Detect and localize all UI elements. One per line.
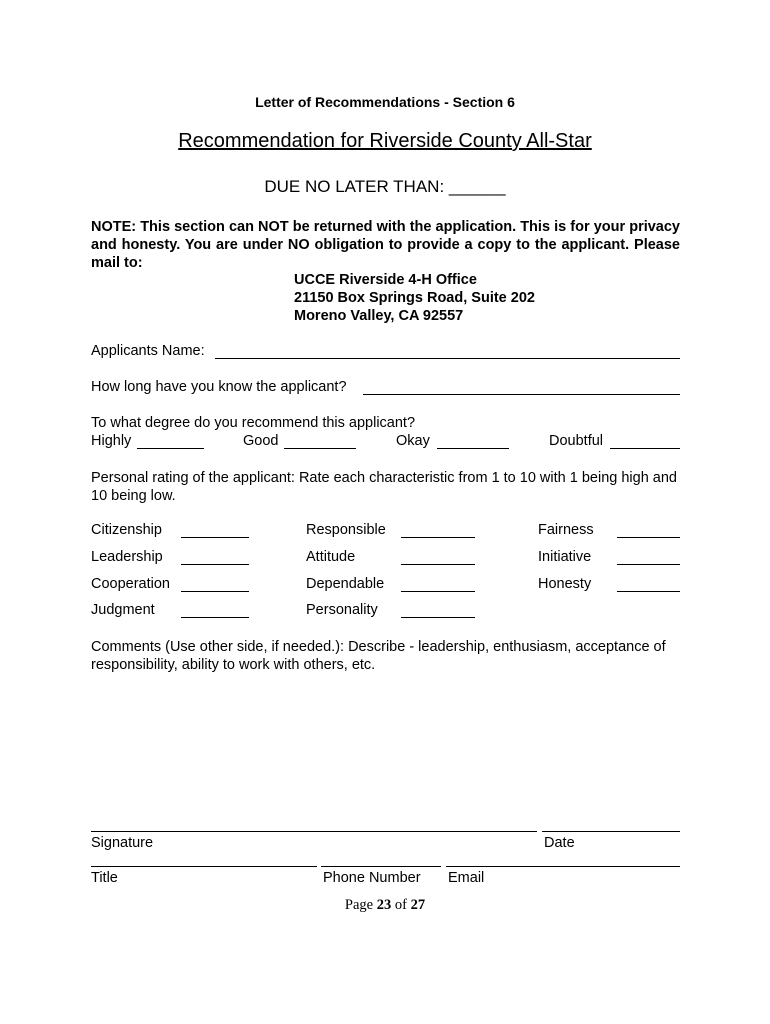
rating-judgment-field[interactable] bbox=[181, 617, 249, 618]
rating-leadership-label: Leadership bbox=[91, 549, 163, 565]
rating-leadership-field[interactable] bbox=[181, 564, 249, 565]
rating-initiative-label: Initiative bbox=[538, 549, 592, 565]
rating-dependable-label: Dependable bbox=[306, 576, 385, 592]
email-label: Email bbox=[448, 870, 485, 886]
rating-personality-field[interactable] bbox=[401, 617, 475, 618]
rating-honesty-label: Honesty bbox=[538, 576, 592, 592]
degree-option-good: Good bbox=[243, 433, 279, 449]
mailing-address-line3: Moreno Valley, CA 92557 bbox=[294, 308, 464, 324]
form-title: Recommendation for Riverside County All-Star bbox=[178, 130, 592, 152]
rating-instructions: Personal rating of the applicant: Rate each characteristic from 1 to 10 with 1 being high and 10 being low. bbox=[91, 470, 677, 504]
rating-fairness-field[interactable] bbox=[617, 537, 680, 538]
date-line[interactable] bbox=[542, 831, 680, 832]
degree-highly-field[interactable] bbox=[137, 448, 204, 449]
rating-cooperation-field[interactable] bbox=[181, 591, 249, 592]
degree-option-doubtful: Doubtful bbox=[549, 433, 604, 449]
rating-honesty-field[interactable] bbox=[617, 591, 680, 592]
comments-instructions: Comments (Use other side, if needed.): Describe - leadership, enthusiasm, acceptance of responsibility, ability to work with others, etc. bbox=[91, 639, 666, 673]
mailing-address-line1: UCCE Riverside 4-H Office bbox=[294, 272, 477, 288]
applicant-name-field[interactable] bbox=[215, 358, 680, 359]
how-long-label: How long have you know the applicant? bbox=[91, 379, 347, 395]
rating-dependable-field[interactable] bbox=[401, 591, 475, 592]
applicant-name-label: Applicants Name: bbox=[91, 343, 205, 359]
total-pages: 27 bbox=[410, 897, 426, 913]
mailing-address-line2: 21150 Box Springs Road, Suite 202 bbox=[294, 290, 535, 306]
degree-doubtful-field[interactable] bbox=[610, 448, 680, 449]
title-label: Title bbox=[91, 870, 118, 886]
due-date-label: DUE NO LATER THAN: ______ bbox=[264, 177, 506, 196]
signature-line[interactable] bbox=[91, 831, 537, 832]
degree-okay-field[interactable] bbox=[437, 448, 509, 449]
rating-personality-label: Personality bbox=[306, 602, 378, 618]
rating-responsible-field[interactable] bbox=[401, 537, 475, 538]
rating-judgment-label: Judgment bbox=[91, 602, 155, 618]
degree-option-highly: Highly bbox=[91, 433, 132, 449]
comments-area[interactable] bbox=[91, 682, 680, 822]
date-label: Date bbox=[544, 835, 575, 851]
rating-citizenship-label: Citizenship bbox=[91, 522, 162, 538]
degree-good-field[interactable] bbox=[284, 448, 356, 449]
page-word: Page bbox=[344, 897, 374, 913]
rating-citizenship-field[interactable] bbox=[181, 537, 249, 538]
signature-label: Signature bbox=[91, 835, 154, 851]
rating-initiative-field[interactable] bbox=[617, 564, 680, 565]
rating-responsible-label: Responsible bbox=[306, 522, 386, 538]
phone-label: Phone Number bbox=[323, 870, 421, 886]
section-title: Letter of Recommendations - Section 6 bbox=[255, 94, 515, 110]
privacy-note: NOTE: This section can NOT be returned with the application. This is for your privacy and honesty. You are under NO obligation to provide a copy to the applicant. Please mail to: bbox=[91, 219, 680, 271]
rating-attitude-field[interactable] bbox=[401, 564, 475, 565]
of-word: of bbox=[394, 897, 407, 913]
title-line[interactable] bbox=[91, 866, 317, 867]
page-number: 23 bbox=[376, 897, 392, 913]
rating-cooperation-label: Cooperation bbox=[91, 576, 170, 592]
phone-line[interactable] bbox=[321, 866, 441, 867]
degree-question: To what degree do you recommend this applicant? bbox=[91, 415, 416, 431]
email-line[interactable] bbox=[446, 866, 680, 867]
rating-fairness-label: Fairness bbox=[538, 522, 594, 538]
page-footer bbox=[0, 897, 770, 914]
how-long-field[interactable] bbox=[363, 394, 680, 395]
degree-option-okay: Okay bbox=[396, 433, 430, 449]
rating-attitude-label: Attitude bbox=[306, 549, 356, 565]
